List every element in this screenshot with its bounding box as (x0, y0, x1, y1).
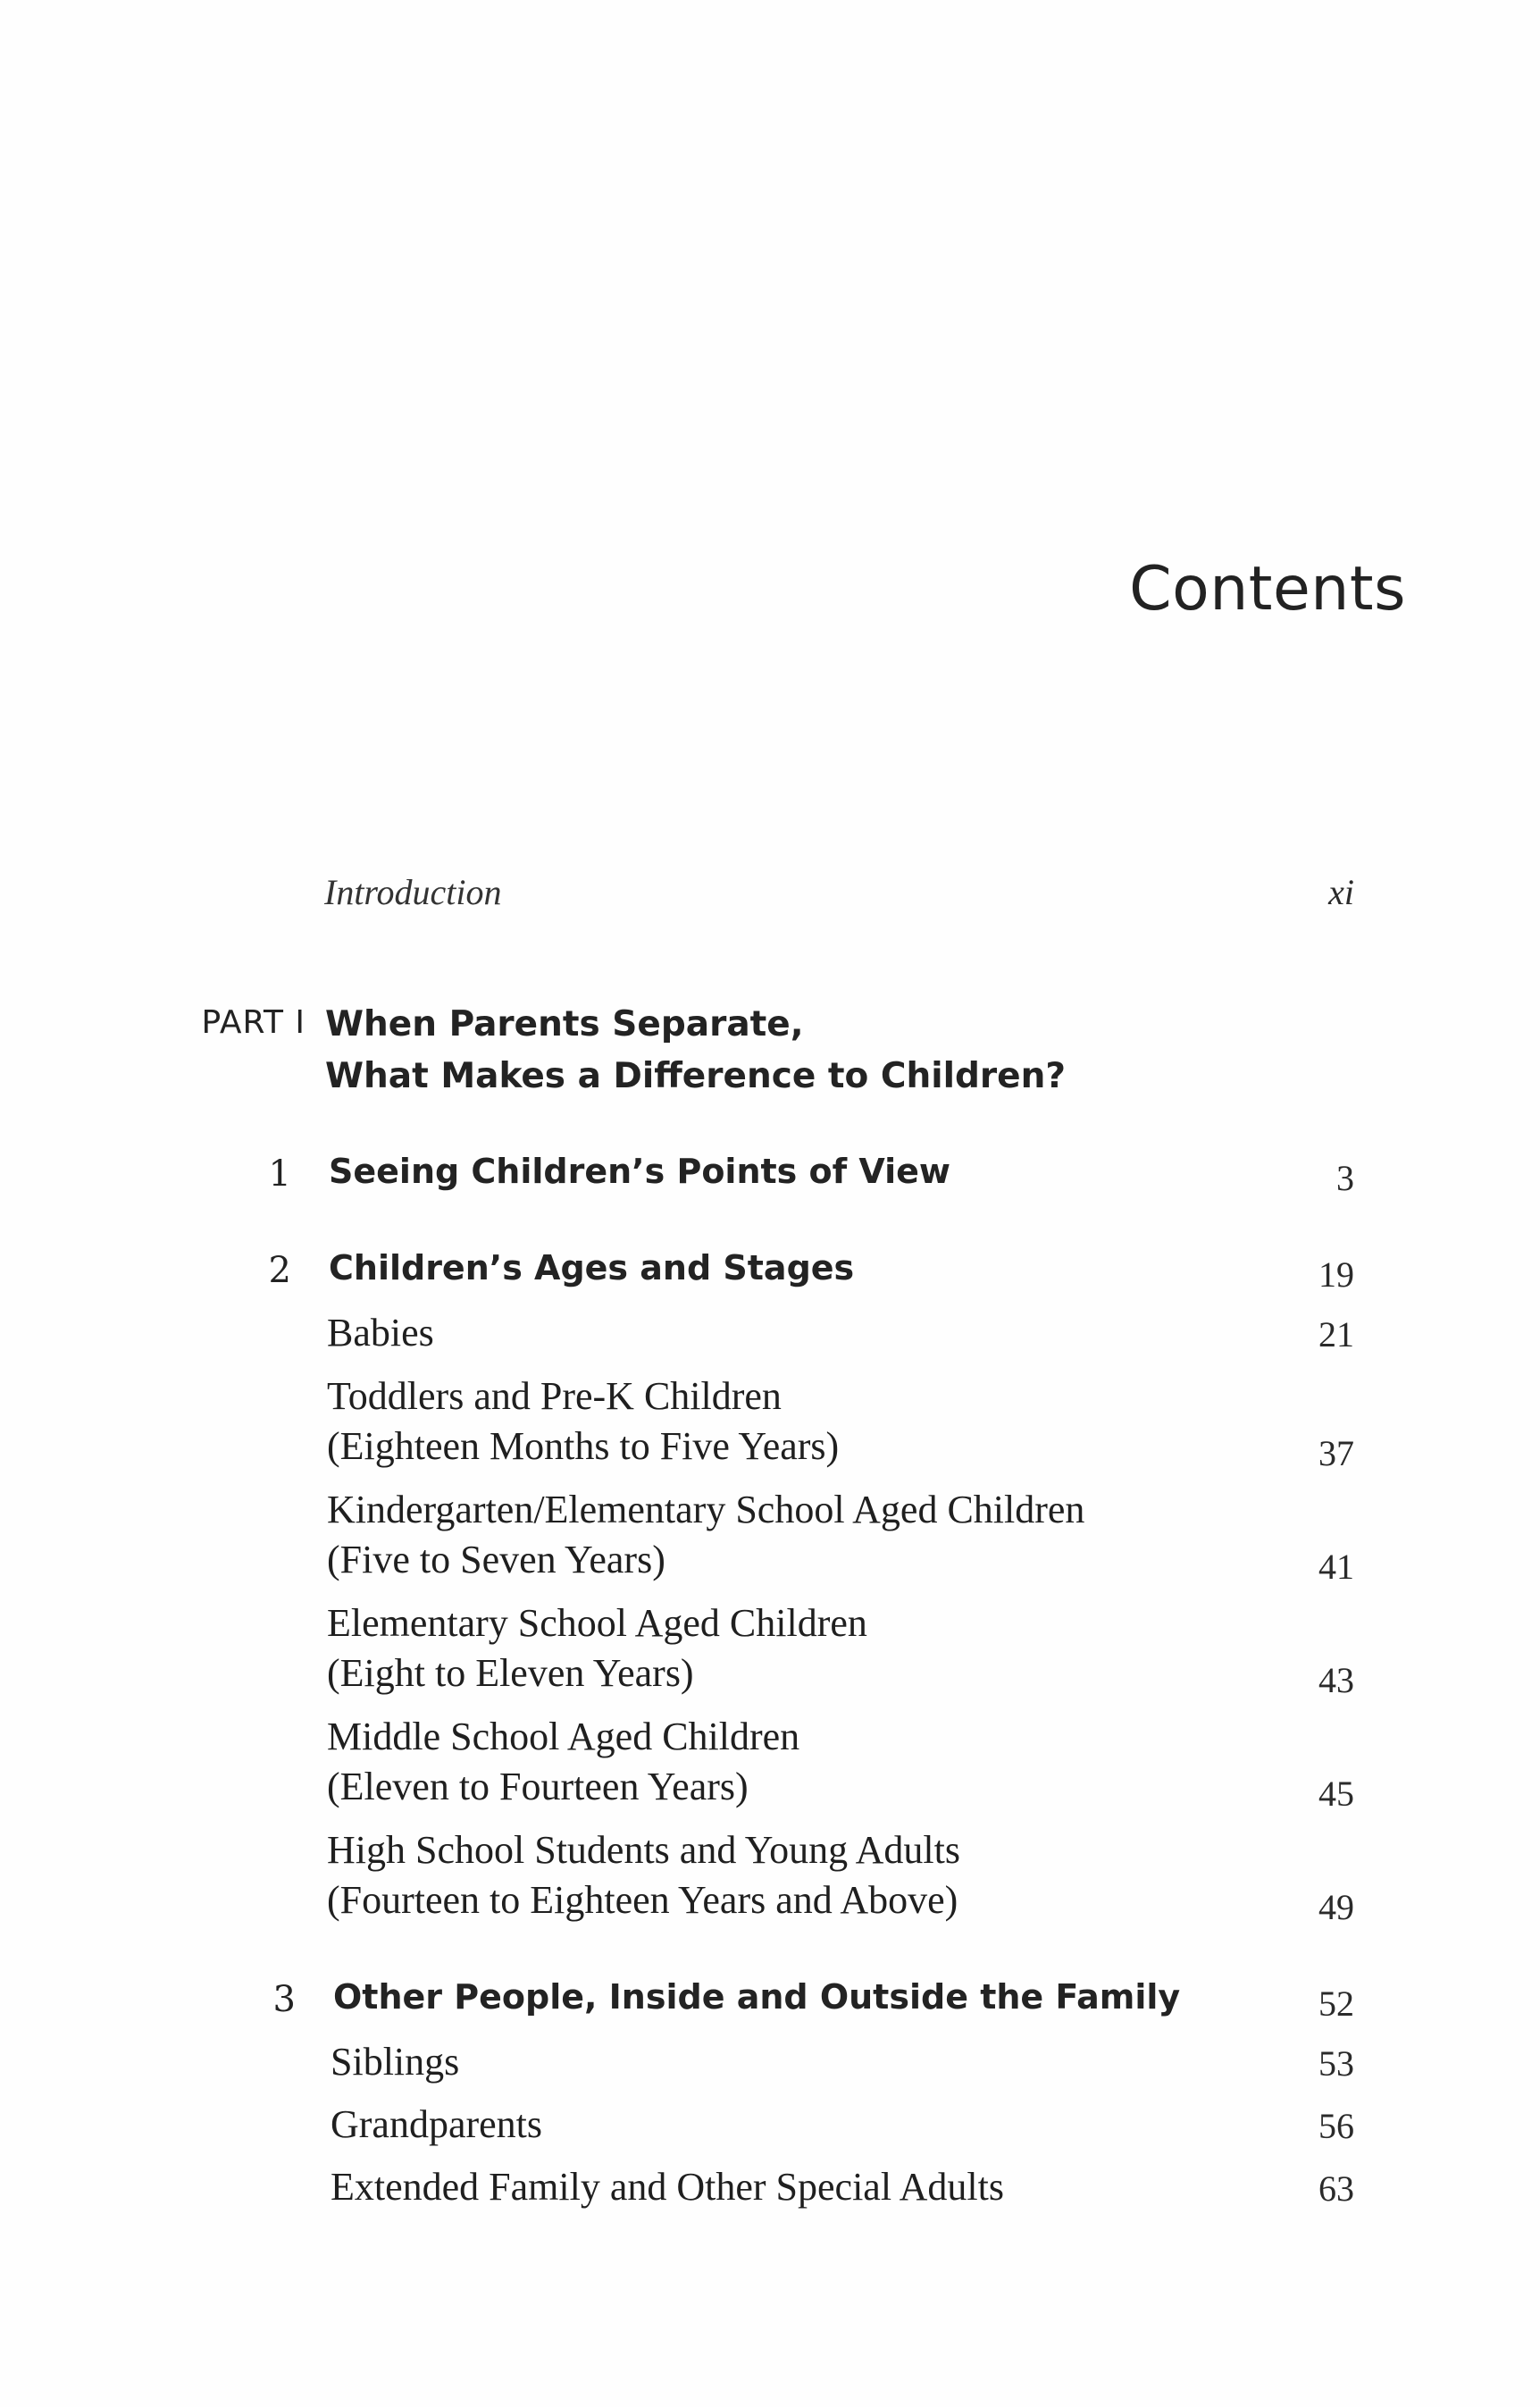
section-title-line-1: Kindergarten/Elementary School Aged Children (327, 1488, 1085, 1531)
section-title (327, 1712, 799, 1812)
section-title-line-2: (Eleven to Fourteen Years) (327, 1765, 749, 1808)
section-page-number: 56 (1318, 2106, 1354, 2146)
section-title-line-2: (Eight to Eleven Years) (327, 1651, 694, 1695)
section-page-number: 53 (1318, 2043, 1354, 2084)
toc-section[interactable] (0, 2100, 1540, 2162)
chapter-title: Seeing Children’s Points of View (329, 1152, 951, 1191)
section-title-line-2: (Fourteen to Eighteen Years and Above) (327, 1878, 958, 1922)
section-title-line-1: Elementary School Aged Children (327, 1601, 867, 1645)
part-title (325, 999, 1066, 1103)
chapter-page-number: 52 (1318, 1983, 1354, 2024)
section-title-line-2: (Five to Seven Years) (327, 1538, 665, 1581)
toc-section[interactable] (0, 1485, 1540, 1592)
section-title (327, 1598, 867, 1698)
toc-part-1[interactable] (0, 999, 1540, 1115)
part-label: PART I (201, 1004, 305, 1041)
page-title: Contents (1129, 554, 1406, 625)
chapter-number: 2 (268, 1250, 291, 1291)
section-title: Babies (327, 1311, 434, 1354)
toc-section[interactable] (0, 1371, 1540, 1479)
section-page-number: 43 (1318, 1660, 1354, 1700)
section-title: Extended Family and Other Special Adults (331, 2165, 1004, 2209)
toc-chapter-2[interactable] (0, 1248, 1540, 1311)
section-title (327, 1485, 1084, 1585)
section-title-line-2: (Eighteen Months to Five Years) (327, 1424, 840, 1468)
section-page-number: 37 (1318, 1433, 1354, 1473)
introduction-label: Introduction (324, 872, 502, 912)
toc-chapter-1[interactable] (0, 1152, 1540, 1214)
section-title-line-1: High School Students and Young Adults (327, 1828, 960, 1872)
section-title: Siblings (331, 2040, 460, 2084)
toc-section[interactable] (0, 2162, 1540, 2225)
toc-section[interactable] (0, 1825, 1540, 1933)
toc-section[interactable] (0, 1308, 1540, 1371)
section-title (327, 1371, 839, 1472)
toc-section[interactable] (0, 1712, 1540, 1819)
part-title-line-1: When Parents Separate, (325, 1004, 804, 1044)
section-page-number: 41 (1318, 1547, 1354, 1587)
section-page-number: 49 (1318, 1887, 1354, 1927)
chapter-page-number: 3 (1336, 1158, 1354, 1198)
section-title: Grandparents (331, 2102, 543, 2146)
section-title-line-1: Toddlers and Pre-K Children (327, 1374, 782, 1418)
toc-section[interactable] (0, 2037, 1540, 2100)
part-title-line-2: What Makes a Difference to Children? (325, 1056, 1066, 1096)
toc-chapter-3[interactable] (0, 1977, 1540, 2040)
toc-section[interactable] (0, 1598, 1540, 1706)
section-title-line-1: Middle School Aged Children (327, 1715, 800, 1758)
chapter-page-number: 19 (1318, 1254, 1354, 1295)
section-page-number: 63 (1318, 2168, 1354, 2209)
chapter-title: Other People, Inside and Outside the Family (333, 1977, 1181, 2017)
toc-entry-introduction[interactable] (0, 871, 1540, 934)
section-title (327, 1825, 960, 1925)
section-page-number: 21 (1318, 1314, 1354, 1354)
section-page-number: 45 (1318, 1774, 1354, 1814)
chapter-number: 1 (268, 1153, 291, 1195)
chapter-number: 3 (272, 1979, 296, 2020)
introduction-page-number: xi (1328, 872, 1354, 912)
chapter-title: Children’s Ages and Stages (329, 1248, 855, 1287)
